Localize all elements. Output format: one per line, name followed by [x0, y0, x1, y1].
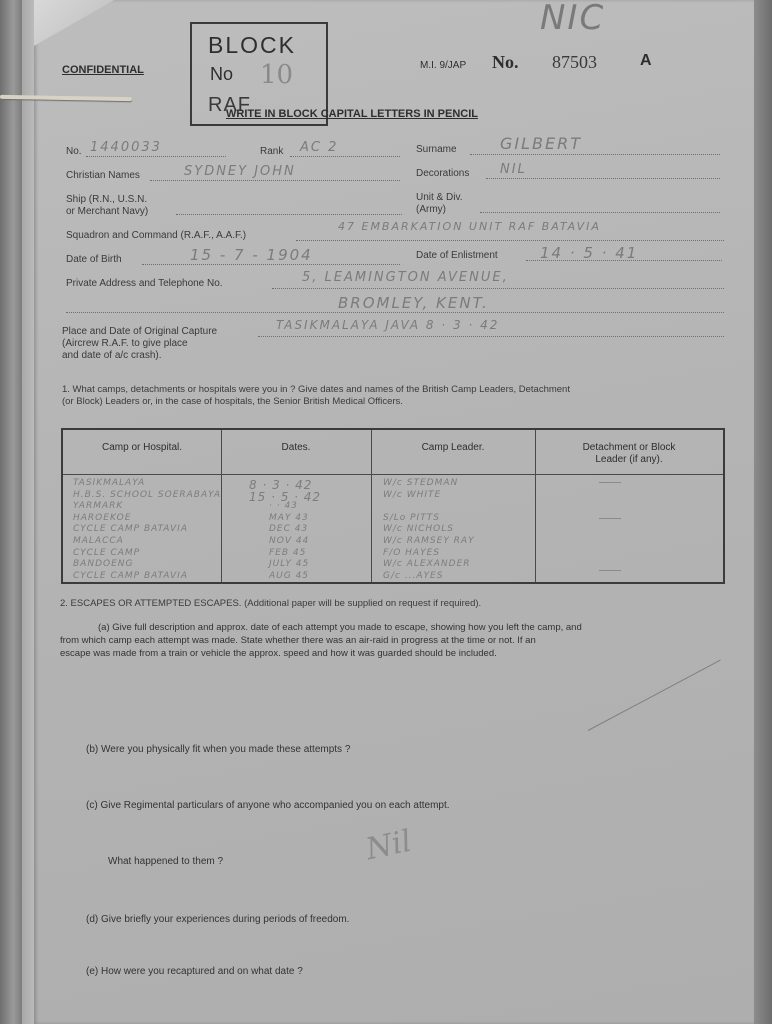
unit-label-2: (Army)	[416, 204, 446, 215]
cell-date-6: FEB 45	[269, 547, 307, 558]
dob-value: 15 - 7 - 1904	[190, 246, 313, 264]
cell-leader-1: W/c WHITE	[383, 489, 442, 500]
nil-pencil-mark: Nil	[362, 823, 415, 868]
cell-leader-4: W/c NICHOLS	[383, 524, 454, 535]
squadron-label: Squadron and Command (R.A.F., A.A.F.)	[66, 230, 247, 241]
address-line-1: 5, LEAMINGTON AVENUE,	[302, 270, 509, 285]
cell-camp-1: H.B.S. SCHOOL SOERABAYA	[73, 489, 222, 500]
question-1-line-1: 1. What camps, detachments or hospitals were you in ? Give dates and names of the British Camp Leaders, Detachment	[62, 384, 570, 395]
cell-leader-3: S/Lo PITTS	[383, 512, 440, 523]
serial-number: 87503	[552, 52, 597, 72]
cell-date-0: 8 · 3 · 42	[249, 478, 313, 492]
unit-label-1: Unit & Div.	[416, 192, 463, 203]
cell-date-2: · · 43	[269, 501, 298, 512]
header-dates: Dates.	[281, 442, 311, 453]
cell-leader-7: W/c ALEXANDER	[383, 559, 471, 570]
folder-edge-left	[0, 0, 22, 1024]
cell-camp-7: BANDOENG	[73, 559, 134, 570]
header-detachment-line-2: Leader (if any).	[595, 454, 663, 465]
cell-date-7: JULY 45	[269, 559, 310, 570]
cell-leader-6: F/O HAYES	[383, 547, 440, 558]
cell-camp-3: HAROEKOE	[73, 512, 132, 523]
pencil-instruction: WRITE IN BLOCK CAPITAL LETTERS IN PENCIL	[226, 108, 478, 120]
confidential-label: CONFIDENTIAL	[62, 64, 144, 76]
header-camp: Camp or Hospital.	[101, 442, 183, 453]
cell-camp-0: TASIKMALAYA	[73, 478, 146, 488]
cell-date-3: MAY 43	[269, 512, 309, 523]
cell-camp-8: CYCLE CAMP BATAVIA	[73, 570, 188, 581]
cell-camp-2: YARMARK	[73, 501, 124, 512]
enlistment-label: Date of Enlistment	[416, 250, 498, 261]
cell-leader-0: W/c STEDMAN	[383, 478, 459, 488]
stamp-block-text: BLOCK	[208, 32, 296, 58]
capture-label-1: Place and Date of Original Capture	[62, 326, 218, 337]
cell-camp-4: CYCLE CAMP BATAVIA	[73, 524, 188, 535]
capture-label-2: (Aircrew R.A.F. to give place	[62, 338, 188, 349]
mi-reference: M.I. 9/JAP	[420, 60, 467, 71]
question-2c: (c) Give Regimental particulars of anyone who accompanied you on each attempt.	[86, 800, 450, 811]
ship-label-1: Ship (R.N., U.S.N.	[66, 194, 148, 205]
cell-leader-5: W/c RAMSEY RAY	[383, 536, 475, 546]
serial-no-label: No.	[492, 52, 519, 72]
header-camp-leader: Camp Leader.	[421, 442, 485, 453]
rank-label: Rank	[260, 146, 284, 157]
camp-table	[61, 428, 725, 584]
serial-suffix: A	[640, 52, 652, 69]
address-line-2: BROMLEY, KENT.	[338, 294, 489, 312]
christian-names-label: Christian Names	[66, 170, 140, 181]
question-1-line-2: (or Block) Leaders or, in the case of hospitals, the Senior British Medical Officers.	[62, 396, 403, 407]
folder-edge-right	[754, 0, 772, 1024]
cell-camp-5: MALACCA	[73, 536, 124, 546]
question-2a-line-1: (a) Give full description and approx. date of each attempt you made to escape, showing how you left the camp, and	[98, 622, 582, 633]
cell-date-1: 15 · 5 · 42	[249, 489, 322, 504]
squadron-value: 47 EMBARKATION UNIT RAF BATAVIA	[338, 220, 601, 233]
address-label: Private Address and Telephone No.	[66, 278, 223, 289]
question-2e: (e) How were you recaptured and on what date ?	[86, 966, 303, 977]
question-2b: (b) Were you physically fit when you made these attempts ?	[86, 744, 351, 755]
cell-date-8: AUG 45	[269, 570, 310, 581]
decorations-label: Decorations	[416, 168, 470, 179]
nic-mark: NIC	[540, 0, 606, 38]
cell-date-5: NOV 44	[269, 536, 310, 546]
stamp-raf-text: RAF	[208, 94, 251, 116]
question-2a-line-2: from which camp each attempt was made. State whether there was an air-raid in progress at the time or not. If an	[60, 635, 536, 646]
no-label: No.	[66, 146, 82, 157]
cell-camp-6: CYCLE CAMP	[73, 547, 141, 558]
question-2c-followup: What happened to them ?	[108, 856, 224, 867]
question-2-title: 2. ESCAPES OR ATTEMPTED ESCAPES. (Additional paper will be supplied on request if required).	[60, 598, 482, 609]
surname-label: Surname	[416, 144, 457, 155]
no-value: 1440033	[90, 140, 162, 155]
question-2d: (d) Give briefly your experiences during periods of freedom.	[86, 914, 350, 925]
capture-value: TASIKMALAYA JAVA 8 · 3 · 42	[276, 318, 500, 332]
rank-value: AC 2	[300, 140, 339, 155]
dob-label: Date of Birth	[66, 254, 122, 265]
enlistment-value: 14 · 5 · 41	[540, 244, 639, 262]
cell-date-4: DEC 43	[269, 524, 309, 535]
ship-label-2: or Merchant Navy)	[66, 206, 149, 217]
surname-value: GILBERT	[500, 134, 583, 153]
header-detachment: Detachment or Block	[582, 442, 676, 453]
stamp-number: 10	[260, 60, 294, 90]
christian-names-value: SYDNEY JOHN	[184, 164, 296, 179]
capture-label-3: and date of a/c crash).	[62, 350, 162, 361]
cell-leader-8: G/c ...AYES	[383, 570, 444, 581]
decorations-value: NIL	[500, 162, 527, 177]
stamp-no-text: No	[210, 64, 234, 84]
question-2a-line-3: escape was made from a train or vehicle the approx. speed and how it was guarded should be included.	[60, 648, 497, 659]
